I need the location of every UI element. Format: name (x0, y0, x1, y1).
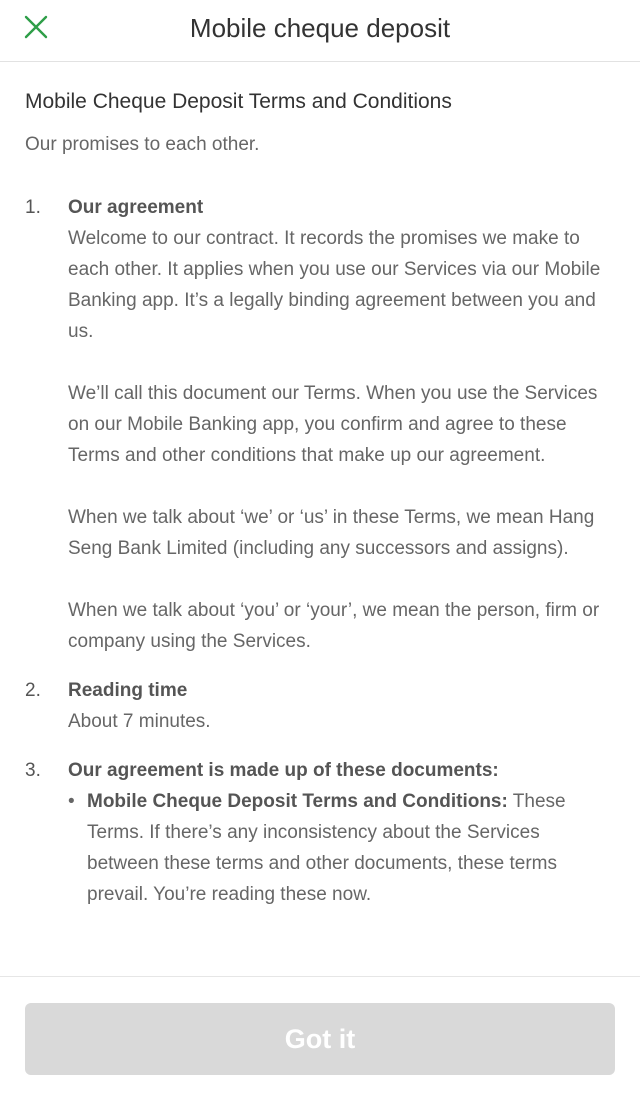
paragraph: When we talk about ‘we’ or ‘us’ in these Terms, we mean Hang Seng Bank Limited (including any successors and assigns). (68, 507, 595, 559)
section-number: 3. (25, 760, 41, 781)
section-reading-time (25, 675, 615, 737)
page-title: Mobile cheque deposit (189, 13, 451, 43)
paragraph: We’ll call this document our Terms. When you use the Services on our Mobile Banking app, you confirm and agree to these Terms and other conditions that make up our agreement. (68, 383, 598, 466)
bullet-text (87, 786, 615, 910)
document-subtitle: Our promises to each other. (25, 134, 260, 155)
bullet-bold: Mobile Cheque Deposit Terms and Conditions: (87, 791, 508, 812)
paragraph: Welcome to our contract. It records the promises we make to each other. It applies when you use our Services via our Mobile Banking app. It’s a legally binding agreement between you and us. (68, 228, 601, 342)
section-number: 1. (25, 197, 41, 218)
section-heading: Reading time (68, 680, 188, 701)
paragraph: About 7 minutes. (68, 711, 211, 732)
list-item (68, 786, 615, 910)
terms-scroll-area[interactable] (0, 62, 640, 976)
section-number: 2. (25, 680, 41, 701)
paragraph: When we talk about ‘you’ or ‘your’, we mean the person, firm or company using the Services. (68, 600, 600, 652)
got-it-button[interactable]: Got it (25, 1003, 615, 1075)
section-our-agreement (25, 192, 615, 657)
section-documents (25, 755, 615, 910)
header-bar (0, 0, 640, 62)
document-title: Mobile Cheque Deposit Terms and Conditions (25, 90, 452, 113)
section-heading: Our agreement (68, 197, 204, 218)
bullet-body: These Terms. If there’s any inconsistency about the Services between these terms and other documents, these terms prevail. You’re reading these now. (87, 791, 566, 905)
footer-bar (0, 976, 640, 1100)
bullet-icon: • (68, 791, 75, 812)
section-heading: Our agreement is made up of these documents: (68, 760, 499, 781)
